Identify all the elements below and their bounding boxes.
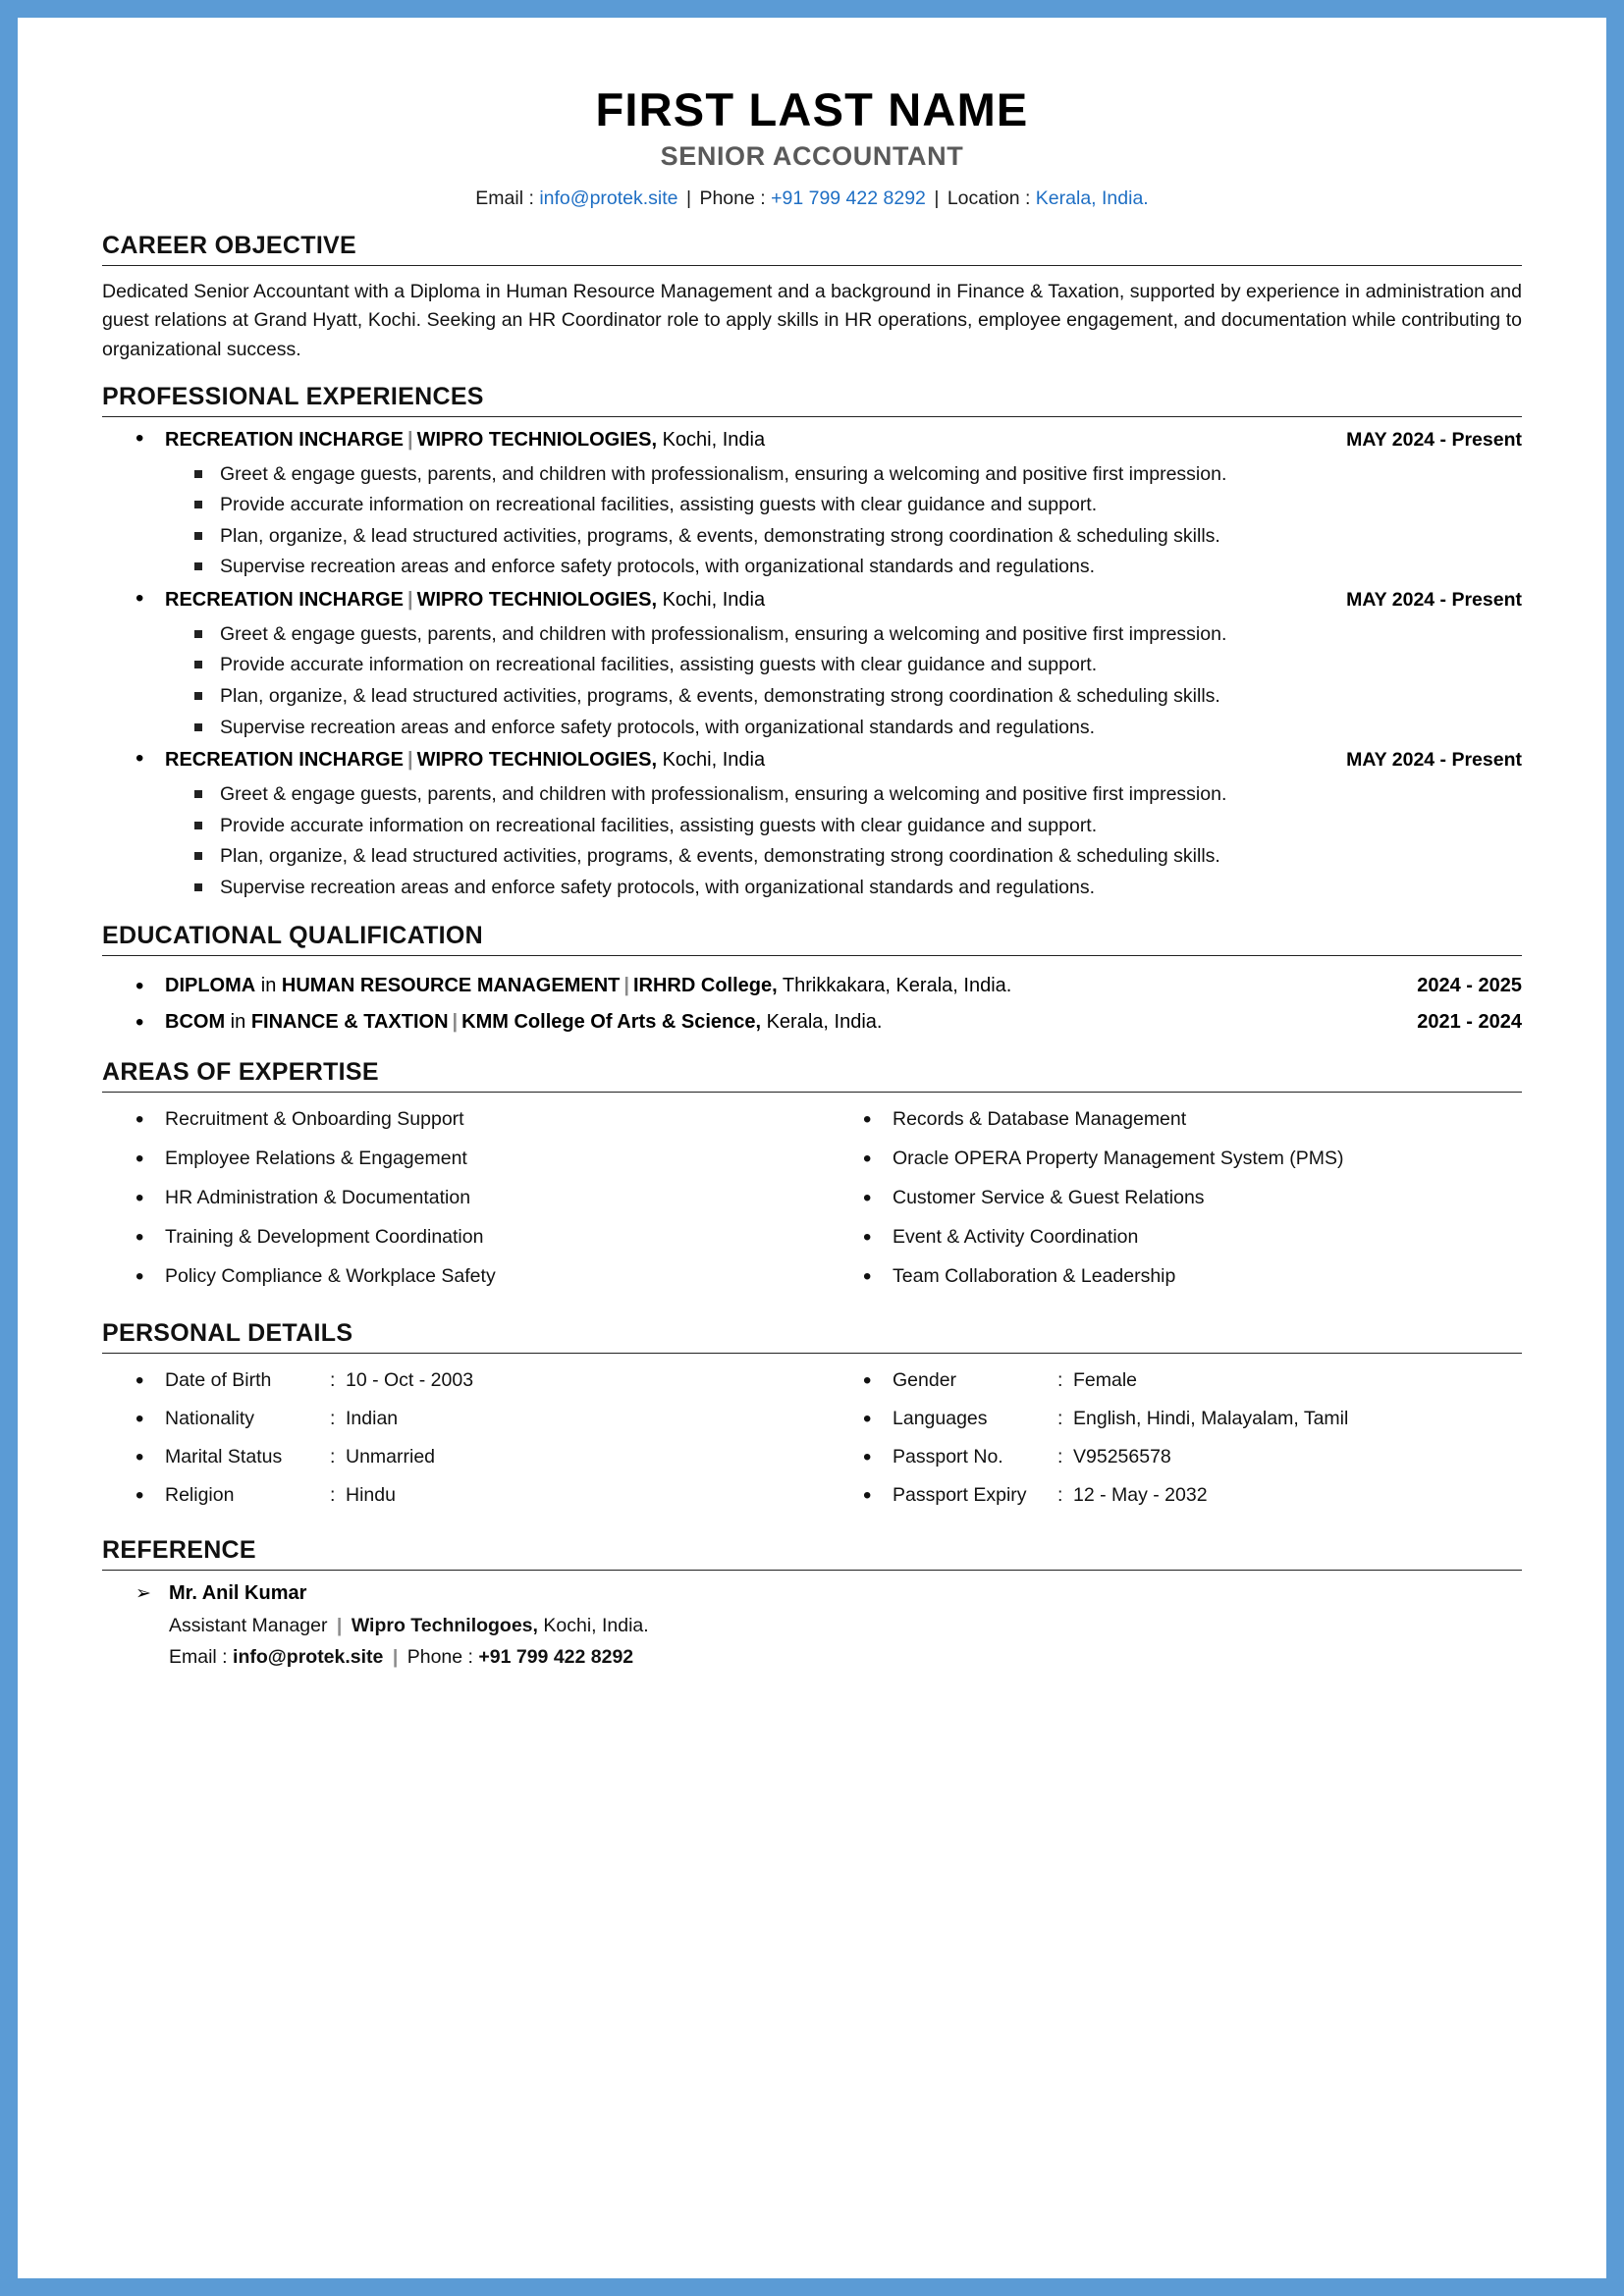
education-institution: KMM College Of Arts & Science,	[461, 1010, 762, 1033]
personal-detail-row	[863, 1365, 1522, 1395]
duty-item: Provide accurate information on recreational facilities, assisting guests with clear guidance and support.	[192, 811, 1522, 842]
education-place: Thrikkakara, Kerala, India.	[782, 974, 1012, 996]
duty-item: Provide accurate information on recreational facilities, assisting guests with clear guidance and support.	[192, 650, 1522, 681]
personal-detail-colon: :	[330, 1407, 336, 1429]
candidate-name: FIRST LAST NAME	[595, 83, 1029, 135]
experience-pipe: |	[406, 749, 413, 772]
phone-value[interactable]: +91 799 422 8292	[771, 187, 926, 209]
section-heading-education: EDUCATIONAL QUALIFICATION	[102, 921, 484, 949]
personal-detail-colon: :	[1057, 1407, 1063, 1429]
experience-dates: MAY 2024 - Present	[1346, 588, 1522, 611]
education-item	[135, 968, 1522, 1004]
experience-company: WIPRO TECHNIOLOGIES,	[416, 588, 658, 611]
email-label: Email :	[475, 187, 534, 209]
personal-columns	[135, 1365, 1522, 1520]
reference-contact-line	[135, 1642, 1522, 1673]
duty-item: Greet & engage guests, parents, and children with professionalism, ensuring a welcoming and positive first impression.	[192, 779, 1522, 811]
reference-phone-label: Phone :	[406, 1645, 473, 1668]
personal-detail-colon: :	[330, 1368, 336, 1391]
experience-role: RECREATION INCHARGE	[165, 428, 404, 451]
location-value[interactable]: Kerala, India.	[1035, 187, 1149, 209]
resume-page	[18, 18, 1606, 2278]
duty-item: Supervise recreation areas and enforce safety protocols, with organizational standards and regulations.	[192, 713, 1522, 744]
expertise-item: • Training & Development Coordination	[135, 1222, 794, 1252]
education-dates: 2024 - 2025	[1417, 974, 1522, 996]
personal-detail-value: 12 - May - 2032	[1073, 1484, 1208, 1507]
duty-item: Provide accurate information on recreational facilities, assisting guests with clear guidance and support.	[192, 490, 1522, 521]
education-item	[135, 1004, 1522, 1041]
education-institution: IRHRD College,	[632, 974, 778, 996]
personal-detail-row	[135, 1480, 794, 1510]
duty-item: Greet & engage guests, parents, and children with professionalism, ensuring a welcoming and positive first impression.	[192, 459, 1522, 491]
expertise-columns	[135, 1104, 1522, 1302]
experience-header	[135, 429, 1522, 452]
personal-detail-row	[135, 1365, 794, 1395]
experience-item	[102, 589, 1522, 743]
divider-reference	[102, 1570, 1522, 1571]
experience-dates: MAY 2024 - Present	[1346, 749, 1522, 772]
section-heading-expertise: AREAS OF EXPERTISE	[102, 1057, 379, 1086]
reference-phone[interactable]: +91 799 422 8292	[478, 1645, 634, 1668]
phone-label: Phone :	[699, 187, 766, 209]
email-value[interactable]: info@protek.site	[539, 187, 678, 209]
expertise-item: • Event & Activity Coordination	[863, 1222, 1522, 1252]
duty-item: Greet & engage guests, parents, and children with professionalism, ensuring a welcoming and positive first impression.	[192, 619, 1522, 651]
divider-education	[102, 955, 1522, 956]
reference-contact-pipe: |	[392, 1645, 399, 1668]
expertise-item: • Oracle OPERA Property Management System (PMS)	[863, 1144, 1522, 1173]
experience-place: Kochi, India	[662, 428, 766, 451]
duty-item: Supervise recreation areas and enforce safety protocols, with organizational standards and regulations.	[192, 552, 1522, 583]
experience-duties	[102, 459, 1522, 583]
experience-item	[102, 749, 1522, 903]
personal-detail-value: 10 - Oct - 2003	[346, 1368, 474, 1391]
experience-item	[102, 429, 1522, 583]
personal-detail-label: • Gender	[893, 1368, 957, 1391]
expertise-item: • HR Administration & Documentation	[135, 1183, 794, 1212]
experience-header	[135, 749, 1522, 772]
personal-detail-row	[135, 1442, 794, 1471]
experience-role: RECREATION INCHARGE	[165, 749, 404, 772]
objective-text: Dedicated Senior Accountant with a Diploma in Human Resource Management and a background in Finance & Taxation, supported by experience in administration and guest relations at Grand Hyatt, Kochi. Seeking an HR Coordinator role to apply skills in HR operations, employee engagement, and documentation while contributing to organizational success.	[102, 280, 1522, 360]
reference-designation-line	[135, 1611, 1522, 1641]
personal-detail-label: • Religion	[165, 1484, 235, 1507]
reference-block	[135, 1582, 1522, 1672]
personal-detail-label: • Passport Expiry	[893, 1484, 1027, 1507]
divider-objective	[102, 265, 1522, 266]
experience-place: Kochi, India	[662, 749, 766, 772]
expertise-column-right	[863, 1104, 1522, 1302]
education-pipe: |	[623, 974, 629, 996]
duty-item: Plan, organize, & lead structured activities, programs, & events, demonstrating strong coordination & scheduling skills.	[192, 521, 1522, 553]
section-heading-personal: PERSONAL DETAILS	[102, 1318, 353, 1347]
personal-column-right	[863, 1365, 1522, 1520]
personal-detail-value: V95256578	[1073, 1446, 1171, 1468]
personal-detail-value: English, Hindi, Malayalam, Tamil	[1073, 1407, 1349, 1429]
experience-duties	[102, 779, 1522, 903]
experience-pipe: |	[406, 428, 413, 451]
reference-email-label: Email :	[169, 1645, 228, 1668]
expertise-item: • Records & Database Management	[863, 1104, 1522, 1134]
personal-detail-row	[863, 1404, 1522, 1433]
reference-pipe: |	[336, 1615, 343, 1637]
section-heading-reference: REFERENCE	[102, 1536, 256, 1565]
expertise-item: • Team Collaboration & Leadership	[863, 1261, 1522, 1291]
duty-item: Supervise recreation areas and enforce safety protocols, with organizational standards and regulations.	[192, 873, 1522, 904]
personal-detail-colon: :	[330, 1484, 336, 1507]
personal-detail-value: Indian	[346, 1407, 399, 1429]
personal-detail-label: • Marital Status	[165, 1446, 283, 1468]
personal-detail-row	[863, 1442, 1522, 1471]
section-heading-experience: PROFESSIONAL EXPERIENCES	[102, 382, 484, 410]
experience-company: WIPRO TECHNIOLOGIES,	[416, 749, 658, 772]
experience-header	[135, 589, 1522, 612]
personal-detail-row	[135, 1404, 794, 1433]
personal-detail-colon: :	[1057, 1484, 1063, 1507]
reference-designation: Assistant Manager	[169, 1615, 328, 1637]
expertise-item: • Recruitment & Onboarding Support	[135, 1104, 794, 1134]
personal-detail-label: • Date of Birth	[165, 1368, 272, 1391]
experience-dates: MAY 2024 - Present	[1346, 428, 1522, 451]
education-degree: DIPLOMA	[165, 974, 256, 996]
divider-personal	[102, 1353, 1522, 1354]
education-field: HUMAN RESOURCE MANAGEMENT	[281, 974, 621, 996]
job-title: SENIOR ACCOUNTANT	[660, 140, 964, 171]
experience-company: WIPRO TECHNIOLOGIES,	[416, 428, 658, 451]
personal-detail-colon: :	[330, 1446, 336, 1468]
personal-detail-value: Unmarried	[346, 1446, 436, 1468]
reference-place: Kochi, India.	[543, 1615, 649, 1637]
personal-detail-label: • Languages	[893, 1407, 988, 1429]
duty-item: Plan, organize, & lead structured activities, programs, & events, demonstrating strong coordination & scheduling skills.	[192, 681, 1522, 713]
reference-name: ➢ Mr. Anil Kumar	[135, 1582, 1522, 1605]
personal-detail-label: • Passport No.	[893, 1446, 1003, 1468]
reference-email[interactable]: info@protek.site	[233, 1645, 384, 1668]
section-heading-objective: CAREER OBJECTIVE	[102, 231, 357, 259]
expertise-item: • Customer Service & Guest Relations	[863, 1183, 1522, 1212]
personal-detail-value: Hindu	[346, 1484, 396, 1507]
education-dates: 2021 - 2024	[1417, 1010, 1522, 1033]
education-connector: in	[260, 974, 277, 996]
experience-role: RECREATION INCHARGE	[165, 588, 404, 611]
divider-expertise	[102, 1092, 1522, 1093]
experience-duties	[102, 619, 1522, 743]
reference-company: Wipro Technilogoes,	[351, 1615, 538, 1637]
experience-place: Kochi, India	[662, 588, 766, 611]
education-field: FINANCE & TAXTION	[250, 1010, 449, 1033]
education-pipe: |	[452, 1010, 459, 1033]
contact-line	[102, 187, 1522, 210]
expertise-column-left	[135, 1104, 794, 1302]
location-label: Location :	[947, 187, 1031, 209]
personal-detail-colon: :	[1057, 1368, 1063, 1391]
education-degree: BCOM	[165, 1010, 226, 1033]
contact-separator-1: |	[685, 187, 692, 209]
expertise-item: • Employee Relations & Engagement	[135, 1144, 794, 1173]
personal-detail-label: • Nationality	[165, 1407, 255, 1429]
expertise-item: • Policy Compliance & Workplace Safety	[135, 1261, 794, 1291]
education-connector: in	[230, 1010, 246, 1033]
divider-experience	[102, 416, 1522, 417]
duty-item: Plan, organize, & lead structured activities, programs, & events, demonstrating strong coordination & scheduling skills.	[192, 841, 1522, 873]
personal-column-left	[135, 1365, 794, 1520]
personal-detail-value: Female	[1073, 1368, 1138, 1391]
experience-pipe: |	[406, 588, 413, 611]
contact-separator-2: |	[934, 187, 940, 209]
education-place: Kerala, India.	[766, 1010, 883, 1033]
personal-detail-row	[863, 1480, 1522, 1510]
personal-detail-colon: :	[1057, 1446, 1063, 1468]
